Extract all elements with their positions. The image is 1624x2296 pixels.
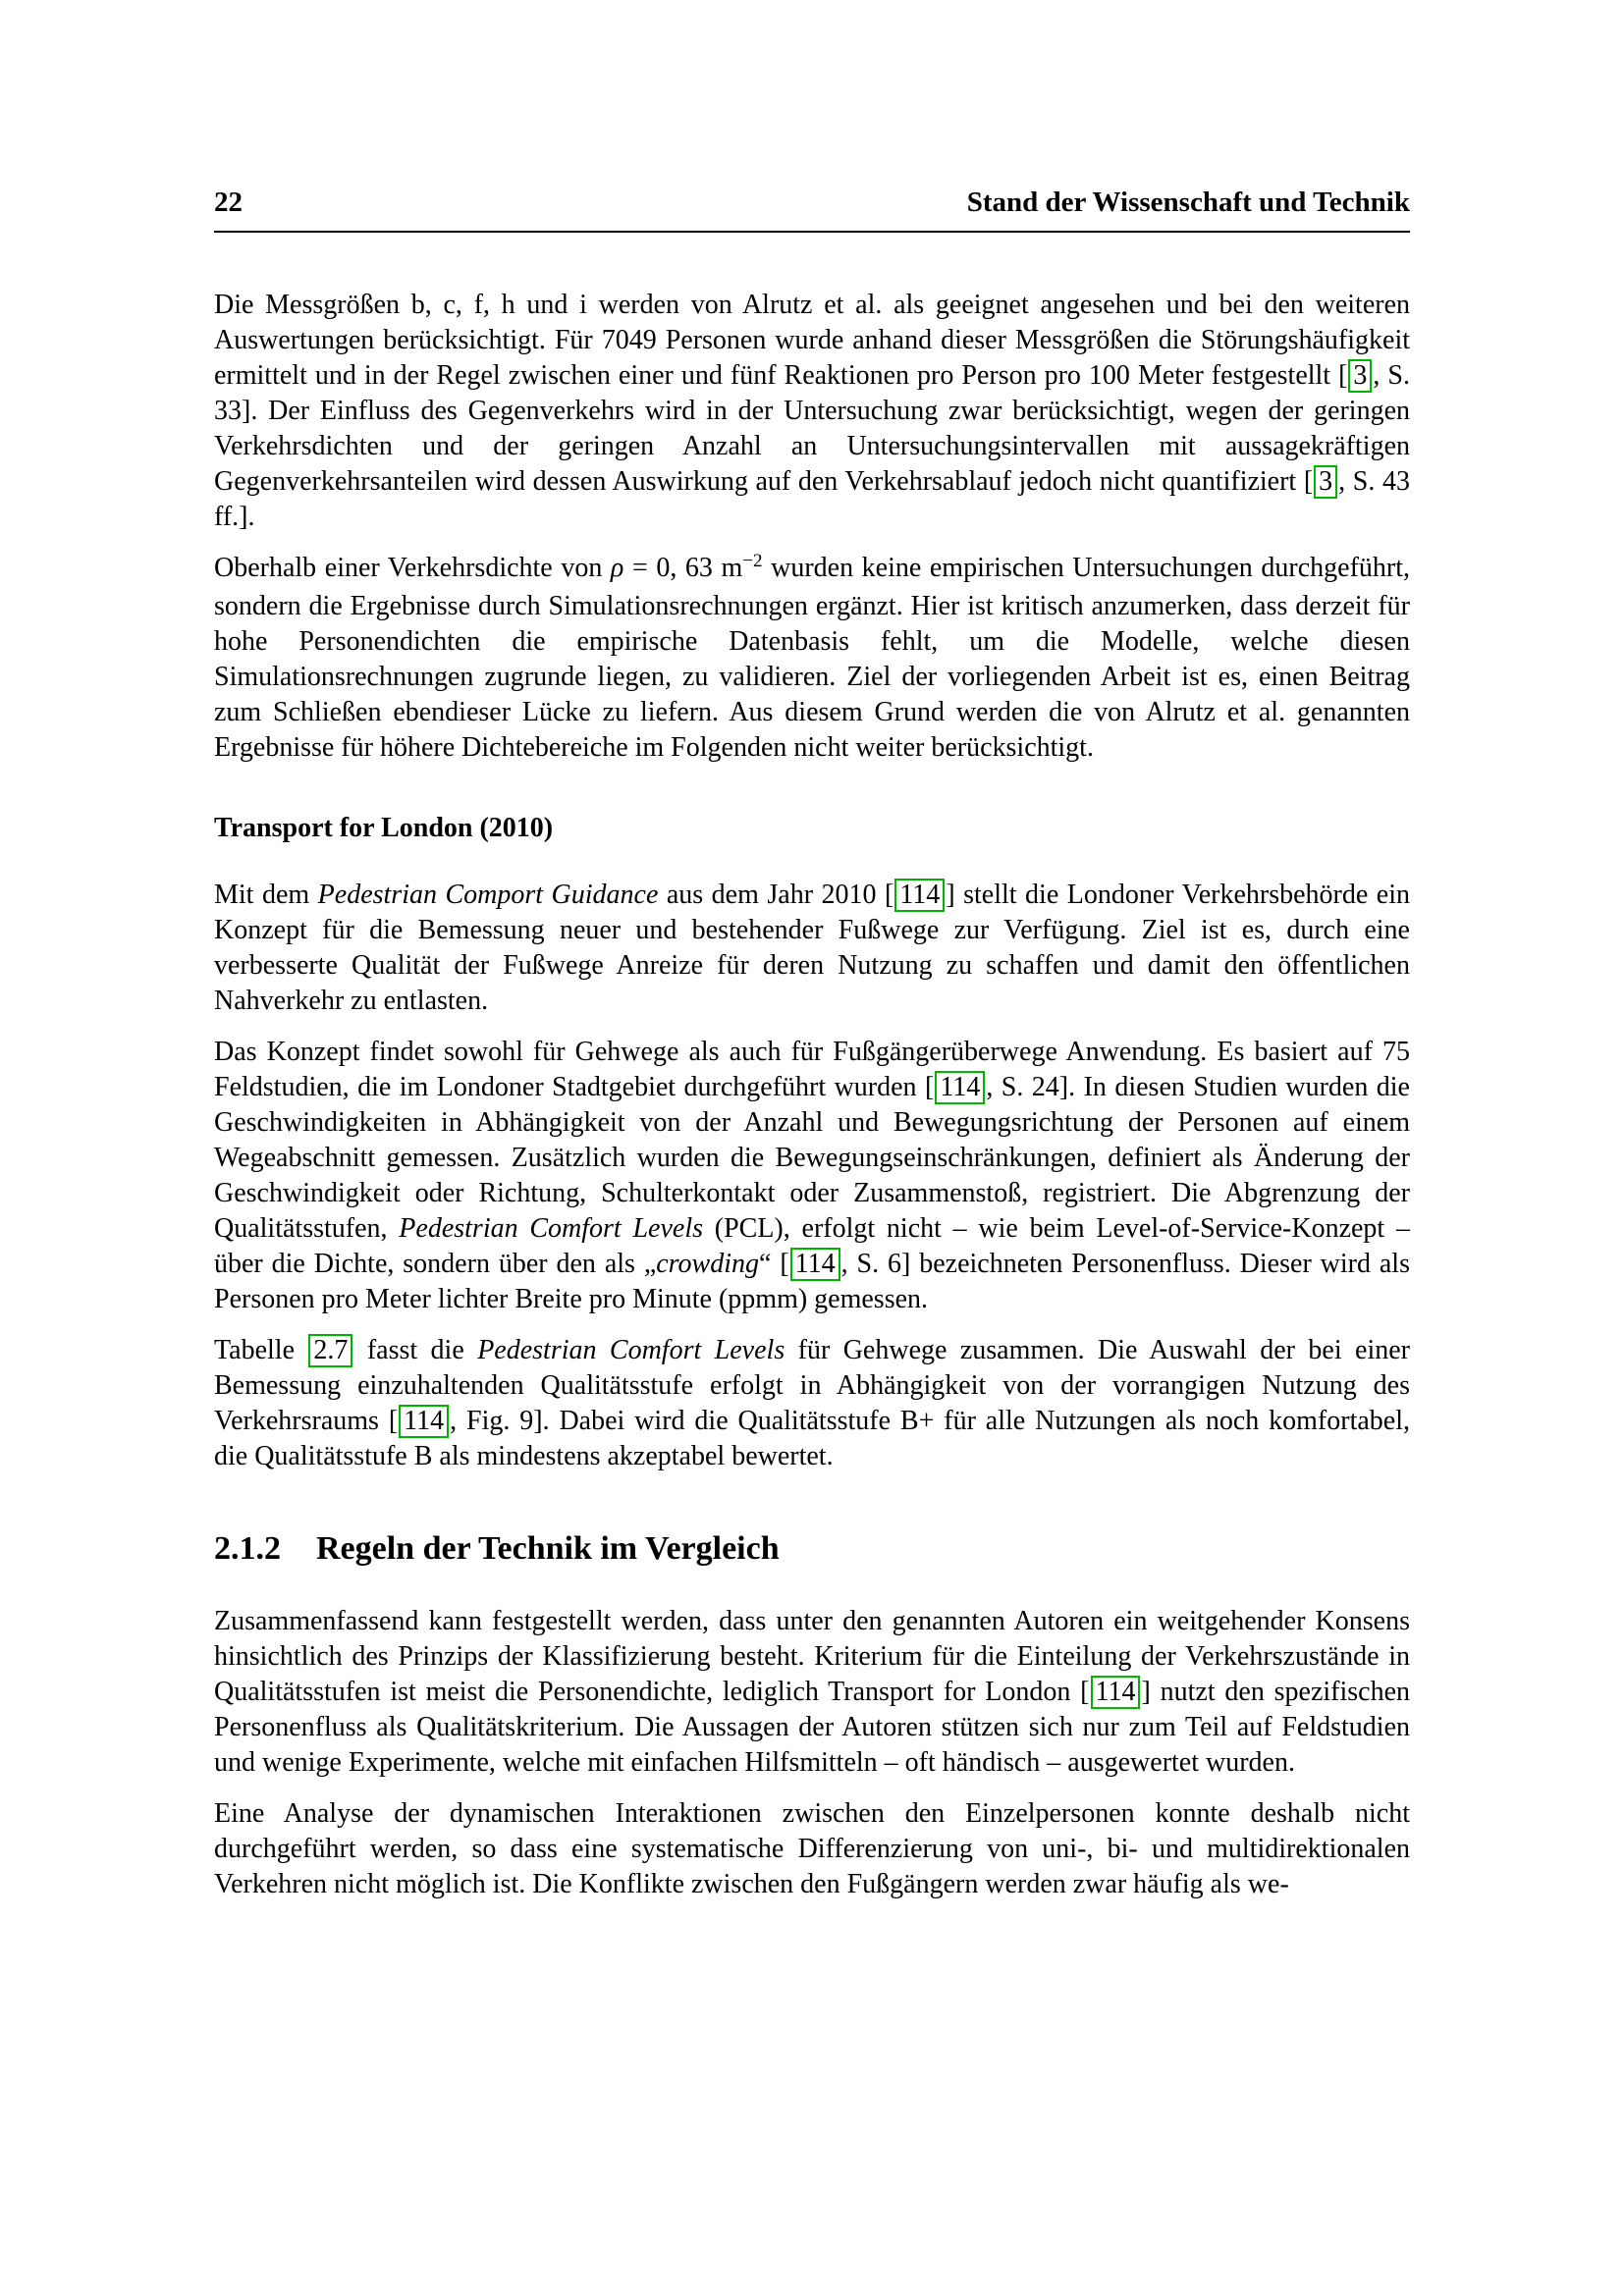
- citation-link[interactable]: 2.7: [308, 1334, 352, 1367]
- paragraph: [214, 1333, 1410, 1474]
- italic-text: Pedestrian Comport Guidance: [317, 880, 659, 910]
- citation-link[interactable]: 114: [1091, 1676, 1141, 1709]
- text-run: “ [: [759, 1249, 789, 1279]
- text-run: ] nutzt den spezifischen Personenfluss als Qualitätskriterium. Die Aussagen der Autoren stützen sich nur zum Teil auf Feldstudien und wenige Experimente, welche mit einfachen Hilfsmitteln – oft händisch – ausgewertet wurden.: [214, 1677, 1411, 1778]
- citation-link[interactable]: 114: [790, 1248, 840, 1281]
- citation-link[interactable]: 114: [935, 1071, 985, 1104]
- text-run: , S. 33]. Der Einfluss des Gegenverkehrs wird in der Untersuchung zwar berücksichtigt, wegen der geringen Verkehrsdichten und der geringen Anzahl an Untersuchungsintervallen mit aussagekräftigen Gegenverkehrsanteilen wird dessen Auswirkung auf den Verkehrsablauf jedoch nicht quantifiziert [: [214, 360, 1410, 497]
- text-run: ] stellt die Londoner Verkehrsbehörde ein Konzept für die Bemessung neuer und bestehender Fußwege zur Verfügung. Ziel ist es, durch eine verbesserte Qualität der Fußwege Anreize für deren Nutzung zu schaffen und damit den öffentlichen Nahverkehr zu entlasten.: [214, 880, 1410, 1016]
- text-run: Das Konzept findet sowohl für Gehwege als auch für Fußgängerüberwege Anwendung. Es basiert auf 75 Feldstudien, die im Londoner Stadtgebiet durchgeführt wurden [: [214, 1037, 1410, 1102]
- paragraph: [214, 551, 1410, 766]
- running-title: Stand der Wissenschaft und Technik: [966, 187, 1410, 218]
- text-block: [214, 187, 1410, 1918]
- section-title: Regeln der Technik im Vergleich: [316, 1530, 780, 1567]
- text-run: , S. 43 ff.].: [214, 466, 1410, 532]
- section-heading: [214, 1531, 1410, 1567]
- section-number: 2.1.2: [214, 1530, 281, 1567]
- paragraph: [214, 1604, 1410, 1781]
- paragraph: [214, 288, 1410, 535]
- citation-link[interactable]: 114: [894, 879, 945, 912]
- text-run: fasst die: [353, 1335, 478, 1365]
- text-run: , Fig. 9]. Dabei wird die Qualitätsstufe B+ für alle Nutzungen als noch komfortabel, die Qualitätsstufe B als mindestens akzeptabel bewertet.: [214, 1406, 1410, 1471]
- page-content: [214, 288, 1410, 1902]
- page-header: [214, 187, 1410, 233]
- citation-link[interactable]: 114: [399, 1405, 449, 1438]
- text-run: Tabelle: [214, 1335, 308, 1365]
- paragraph: [214, 878, 1410, 1019]
- text-run: , S. 6] bezeichneten Personenfluss. Dieser wird als Personen pro Meter lichter Breite pro Minute (ppmm) gemessen.: [214, 1249, 1410, 1314]
- italic-text: Pedestrian Comfort Levels: [399, 1213, 703, 1244]
- text-run: aus dem Jahr 2010 [: [658, 880, 894, 910]
- italic-text: Pedestrian Comfort Levels: [477, 1335, 785, 1365]
- italic-text: crowding: [656, 1249, 759, 1279]
- text-run: Die Messgrößen b, c, f, h und i werden von Alrutz et al. als geeignet angesehen und bei den weiteren Auswertungen berücksichtigt. Für 7049 Personen wurde anhand dieser Messgrößen die Störungshäufigkeit ermittelt und in der Regel zwischen einer und fünf Reaktionen pro Person pro 100 Meter festgestellt [: [214, 290, 1410, 391]
- text-run: wurden keine empirischen Untersuchungen durchgeführt, sondern die Ergebnisse durch Simulationsrechnungen ergänzt. Hier ist kritisch anzumerken, dass derzeit für hohe Personendichten die empirische Datenbasis fehlt, um die Modelle, welche diesen Simulationsrechnungen zugrunde liegen, zu validieren. Ziel der vorliegenden Arbeit ist es, einen Beitrag zum Schließen ebendieser Lücke zu liefern. Aus diesem Grund werden die von Alrutz et al. genannten Ergebnisse für höhere Dichtebereiche im Folgenden nicht weiter berücksichtigt.: [214, 553, 1410, 763]
- text-run: Oberhalb einer Verkehrsdichte von: [214, 553, 611, 583]
- paragraph: [214, 1796, 1410, 1902]
- subheading: Transport for London (2010): [214, 813, 554, 843]
- text-run: , S. 24]. In diesen Studien wurden die Geschwindigkeiten in Abhängigkeit von der Anzahl und Bewegungsrichtung der Personen auf einem Wegeabschnitt gemessen. Zusätzlich wurden die Bewegungseinschränkungen, definiert als Änderung der Geschwindigkeit oder Richtung, Schulterkontakt oder Zusammenstoß, registriert. Die Abgrenzung der Qualitätsstufen,: [214, 1072, 1410, 1244]
- text-run: = 0, 63 m: [623, 553, 743, 583]
- superscript: −2: [742, 551, 763, 572]
- citation-link[interactable]: 3: [1314, 465, 1337, 499]
- text-run: (PCL), erfolgt nicht – wie beim Level-of-Service-Konzept – über die Dichte, sondern über den als „: [214, 1213, 1410, 1279]
- text-run: Zusammenfassend kann festgestellt werden, dass unter den genannten Autoren ein weitgehender Konsens hinsichtlich des Prinzips der Klassifizierung besteht. Kriterium für die Einteilung der Verkehrszustände in Qualitätsstufen ist meist die Personendichte, lediglich Transport for London [: [214, 1606, 1410, 1707]
- text-run: Mit dem: [214, 880, 318, 910]
- math-symbol: ρ: [610, 553, 624, 583]
- text-run: für Gehwege zusammen. Die Auswahl der bei einer Bemessung einzuhaltenden Qualitätsstufe erfolgt in Abhängigkeit von der vorrangigen Nutzung des Verkehrsraums [: [214, 1335, 1410, 1436]
- text-run: Eine Analyse der dynamischen Interaktionen zwischen den Einzelpersonen konnte deshalb nicht durchgeführt werden, so dass eine systematische Differenzierung von uni-, bi- und multidirektionalen Verkehren nicht möglich ist. Die Konflikte zwischen den Fußgängern werden zwar häufig als we-: [214, 1798, 1410, 1899]
- page-number: 22: [214, 187, 243, 218]
- citation-link[interactable]: 3: [1348, 359, 1372, 393]
- paragraph: [214, 1035, 1410, 1317]
